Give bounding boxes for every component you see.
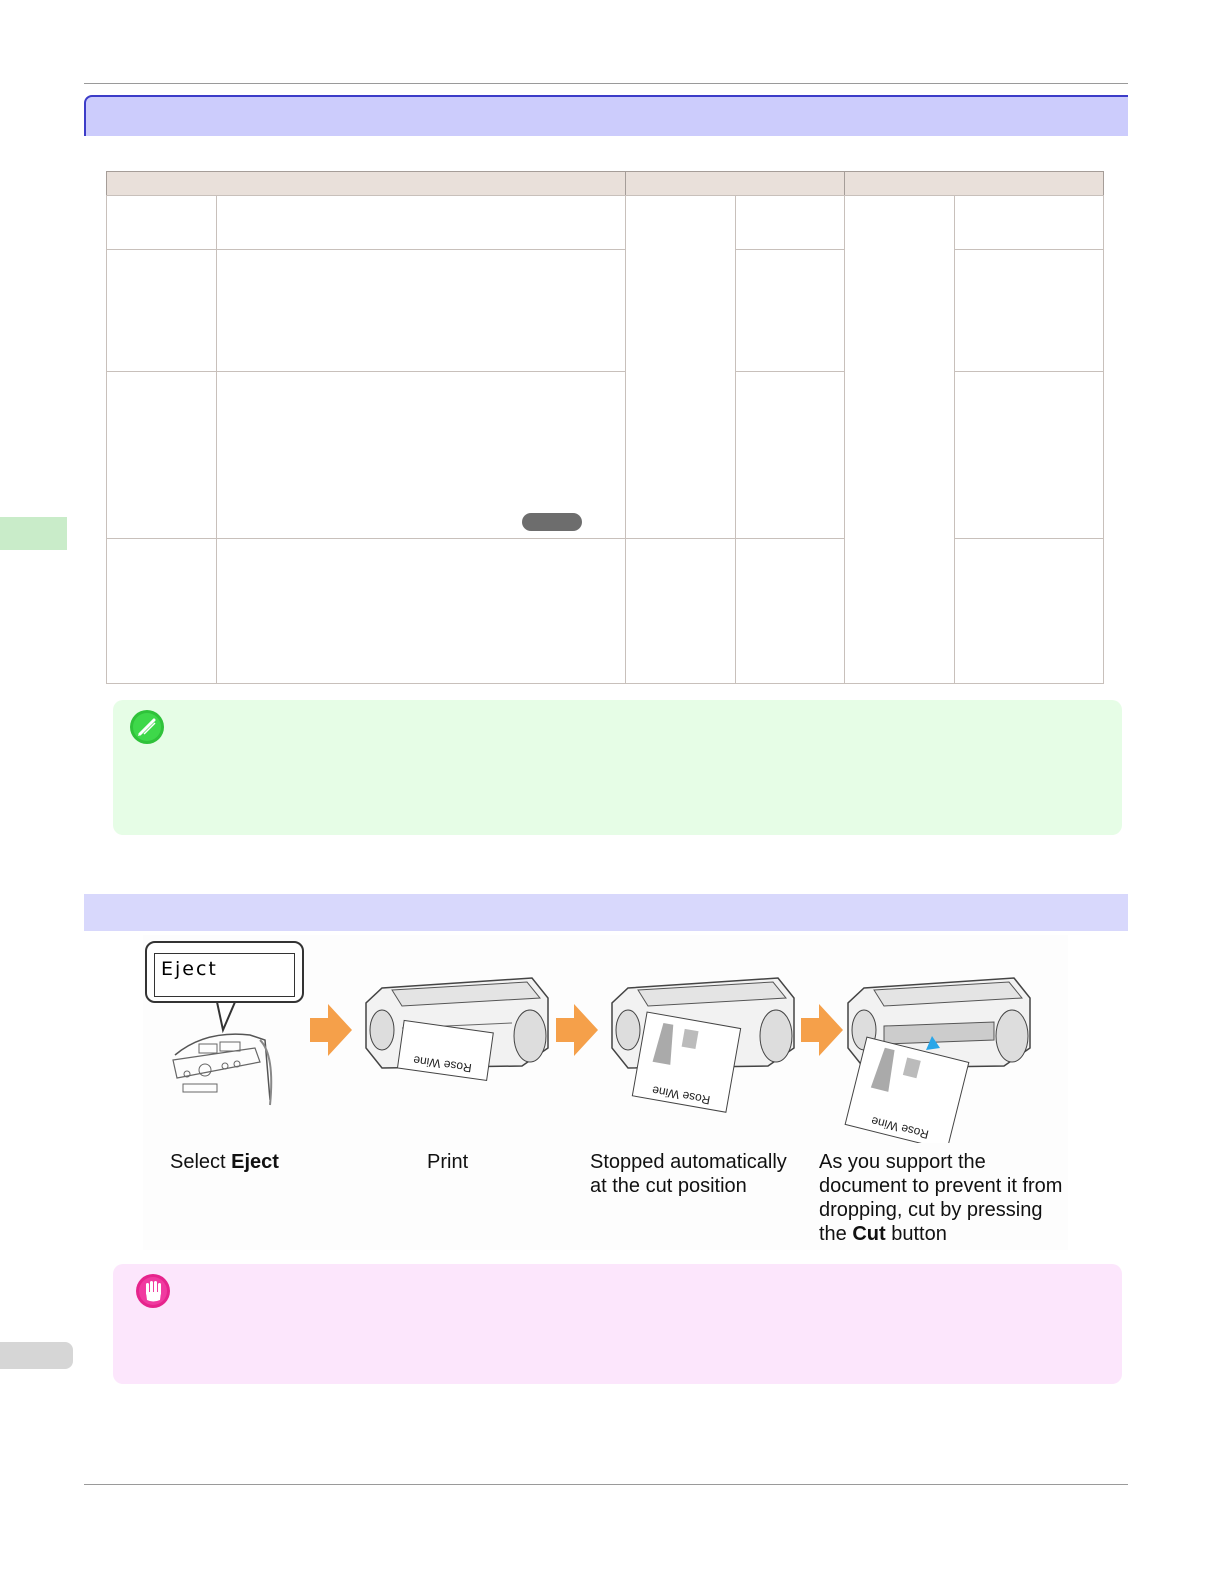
table-cell — [216, 538, 626, 684]
bottom-rule — [84, 1484, 1128, 1485]
top-rule — [84, 83, 1128, 84]
arrow-right-icon — [801, 1004, 843, 1056]
table-cell — [625, 195, 736, 539]
table-cell — [106, 195, 217, 250]
table-cell — [216, 249, 626, 372]
table-cell — [106, 538, 217, 684]
table-cell — [954, 195, 1104, 250]
table-cell — [735, 249, 845, 372]
table-header-cell — [844, 171, 1104, 196]
table-header-cell — [106, 171, 626, 196]
printer-printing-illustration — [362, 968, 552, 1083]
note-callout — [113, 700, 1122, 835]
reference-link-button[interactable] — [522, 513, 582, 531]
paper-label: Rose Wine — [651, 1083, 712, 1108]
table-header-cell — [625, 171, 845, 196]
hand-stop-icon — [135, 1273, 171, 1309]
arrow-right-icon — [556, 1004, 598, 1056]
table-cell — [954, 371, 1104, 539]
table-cell — [844, 195, 955, 684]
subsection-heading-bar — [84, 894, 1128, 931]
step-caption-cut: As you support the document to prevent it from dropping, cut by pressing the Cut button — [819, 1151, 1063, 1245]
table-cell — [735, 195, 845, 250]
pencil-note-icon — [129, 709, 165, 745]
section-heading-bar — [84, 95, 1128, 136]
table-cell — [106, 371, 217, 539]
table-cell — [954, 249, 1104, 372]
step-caption-print: Print — [427, 1151, 469, 1173]
paper-label: Rose Wine — [869, 1113, 931, 1142]
table-cell — [106, 249, 217, 372]
table-cell — [216, 195, 626, 250]
paper-label: Rose Wine — [412, 1053, 473, 1076]
important-callout — [113, 1264, 1122, 1384]
table-cell — [625, 538, 736, 684]
page-number-tab — [0, 1342, 73, 1369]
table-cell — [735, 538, 845, 684]
table-cell — [735, 371, 845, 539]
table-cell — [954, 538, 1104, 684]
printer-cut-illustration — [844, 968, 1034, 1143]
chapter-side-tab[interactable] — [0, 517, 67, 550]
arrow-right-icon — [310, 1004, 352, 1056]
step-caption-select-eject: Select Eject — [170, 1151, 279, 1173]
control-panel-illustration — [165, 1000, 285, 1110]
eject-display-bubble — [145, 941, 304, 1003]
printer-stopped-illustration — [608, 968, 798, 1113]
eject-display-text: Eject — [154, 953, 295, 997]
step-caption-stopped: Stopped automatically at the cut position — [590, 1151, 787, 1197]
